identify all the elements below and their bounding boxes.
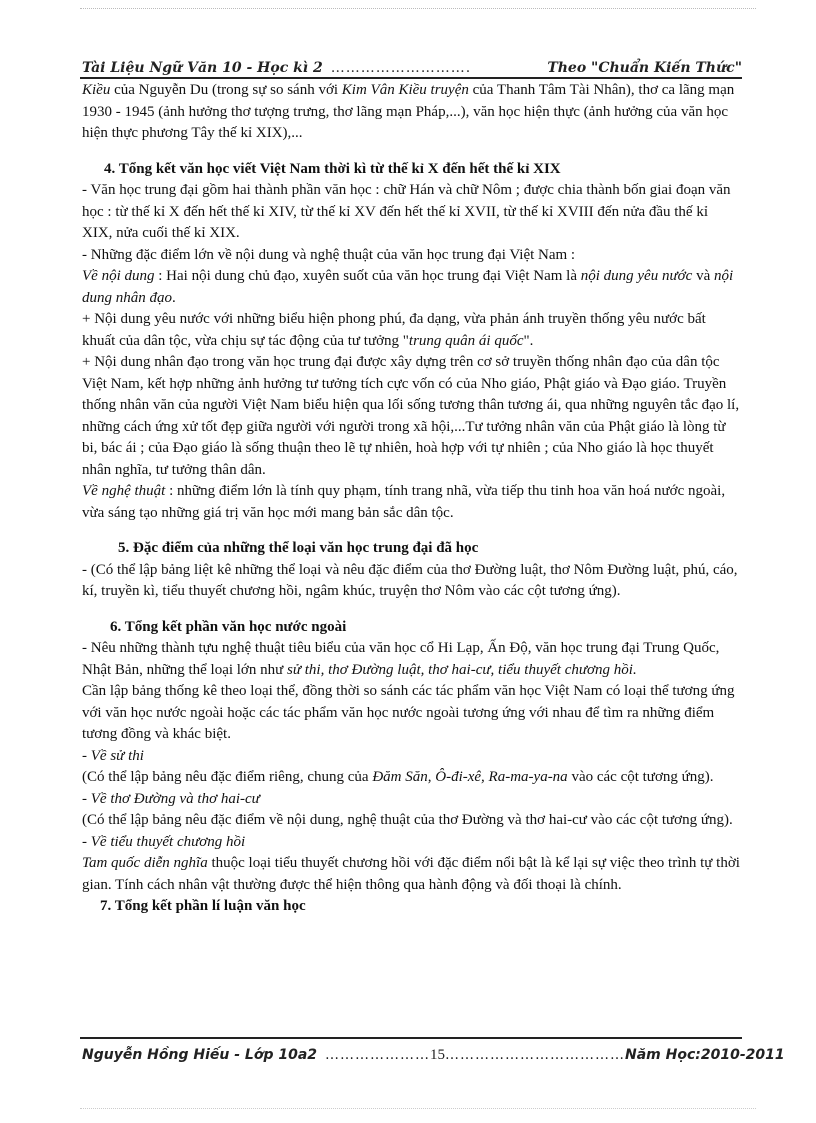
footer-dots-2: ……………………………… — [445, 1047, 626, 1063]
footer-dots-1: ………………… — [325, 1047, 431, 1063]
intro-text2: của Thanh Tâm Tài Nhân), thơ ca lãng mạn 1930 - 1945 (ảnh hưởng thơ tượng trưng, thơ lãng mạn Pháp,...), văn học hiện thực (ảnh hưởng của văn học hiện thực phương Tây thế kỉ XIX),... — [82, 82, 735, 141]
content-end: . — [172, 289, 176, 306]
sub3-italic: Tam quốc diễn nghĩa — [82, 855, 208, 871]
s6-p1-italic: sử thi, thơ Đường luật, thơ hai-cư, tiểu thuyết chương hồi. — [287, 661, 637, 678]
header-left-title: Tài Liệu Ngữ Văn 10 - Học kì 2 — [82, 60, 323, 76]
section6-sub1 — [82, 767, 742, 789]
section4-p4: + Nội dung nhân đạo trong văn học trung đại được xây dựng trên cơ sở truyền thống nhân đạo của dân tộc Việt Nam, kết hợp những ảnh hưởng tư tưởng tích cực vốn có của Nho giáo, Phật giáo và Đạo giáo. Truyền thống nhân văn của người Việt Nam biểu hiện qua lối sống tương thân tương ái, qua những nguyên tắc đạo lí, những cách ứng xử tốt đẹp giữa người với người trong xã hội,...Tư tưởng nhân văn của Phật giáo là lòng từ bi, bác ái ; của Đạo giáo là sống thuận theo lẽ tự nhiên, hoà hợp với tự nhiên ; của Nho giáo là học thuyết nhân nghĩa, tư tưởng thân dân. — [82, 354, 740, 478]
section6-sub3-label: - Về tiểu thuyết chương hồi — [82, 833, 246, 850]
section4-p3 — [82, 309, 742, 352]
section6-p2: Cần lập bảng thống kê theo loại thể, đồng thời so sánh các tác phẩm văn học Việt Nam có loại thể tương ứng với văn học nước ngoài hoặc các tác phẩm văn học nước ngoài tương ứng với nhau để tìm ra những điểm tương đồng và khác biệt. — [82, 683, 735, 742]
section5-p1: - (Có thể lập bảng liệt kê những thể loại và nêu đặc điểm của thơ Đường luật, thơ Nôm Đường luật, phú, cáo, kí, truyền kì, tiểu thuyết chương hồi, ngâm khúc, truyện thơ Nôm vào các cột tương ứng). — [82, 561, 738, 599]
content-label: Về nội dung — [82, 268, 155, 284]
sub1-text1: (Có thể lập bảng nêu đặc điểm riêng, chung của — [82, 769, 373, 785]
section4-art — [82, 481, 742, 524]
intro-italic-start: Kiều — [82, 82, 111, 98]
page-number: 15 — [430, 1046, 446, 1063]
content-and: và — [692, 268, 714, 284]
section5-heading: 5. Đặc điểm của những thể loại văn học trung đại đã học — [118, 540, 479, 556]
section6-sub2-label: - Về thơ Đường và thơ hai-cư — [82, 790, 260, 807]
art-label: Về nghệ thuật — [82, 483, 166, 499]
document-body — [82, 80, 742, 918]
sub1-italic: Đăm Săn, Ô-đi-xê, Ra-ma-ya-na — [372, 769, 568, 785]
p3-end: ". — [523, 332, 534, 349]
section6-sub2: (Có thể lập bảng nêu đặc điểm về nội dung, nghệ thuật của thơ Đường và thơ hai-cư vào các cột tương ứng). — [82, 812, 733, 828]
page-border-top — [80, 8, 756, 10]
section4-p1: - Văn học trung đại gồm hai thành phần văn học : chữ Hán và chữ Nôm ; được chia thành bốn giai đoạn văn học : từ thế kỉ X đến hết thế kỉ XIV, từ thế kỉ XV đến hết thế kỉ XVII, từ thế kỉ XVIII đến nửa đầu thế kỉ XIX, nửa cuối thế kỉ XIX. — [82, 182, 731, 241]
section4-p2: - Những đặc điểm lớn về nội dung và nghệ thuật của văn học trung đại Việt Nam : — [82, 246, 576, 263]
p3-italic: trung quân ái quốc — [408, 332, 524, 349]
section6-sub1-label: - Về sử thi — [82, 747, 144, 764]
footer-rule — [80, 1037, 742, 1039]
content-text: : Hai nội dung chủ đạo, xuyên suốt của văn học trung đại Việt Nam là — [154, 268, 581, 284]
intro-italic-work: Kim Vân Kiều truyện — [341, 82, 469, 98]
intro-paragraph — [82, 80, 742, 145]
running-header — [82, 50, 742, 76]
header-dots: ………………………. — [330, 60, 472, 76]
running-footer — [82, 1042, 785, 1068]
section4-heading: 4. Tổng kết văn học viết Việt Nam thời kì từ thế kỉ X đến hết thế kỉ XIX — [104, 160, 561, 177]
section4-content — [82, 266, 742, 309]
footer-author: Nguyễn Hồng Hiếu - Lớp 10a2 — [82, 1047, 318, 1063]
header-right-title: Theo "Chuẩn Kiến Thức" — [547, 60, 742, 76]
section6-sub3 — [82, 853, 742, 896]
p3-text: + Nội dung yêu nước với những biểu hiện phong phú, đa dạng, vừa phản ánh truyền thống yêu nước bất khuất của dân tộc, vừa chịu sự tác động của tư tưởng " — [82, 311, 706, 349]
page-border-bottom — [80, 1108, 756, 1110]
s6-p1-text: - Nêu những thành tựu nghệ thuật tiêu biểu của văn học cổ Hi Lạp, Ấn Độ, văn học trung đại Trung Quốc, Nhật Bản, những thể loại lớn như — [82, 640, 720, 678]
sub1-text2: vào các cột tương ứng). — [567, 769, 714, 785]
art-text: : những điểm lớn là tính quy phạm, tính trang nhã, vừa tiếp thu tinh hoa văn hoá nước ngoài, vừa sáng tạo những giá trị văn học mới mang bản sắc dân tộc. — [82, 483, 726, 521]
section6-p1 — [82, 638, 742, 681]
intro-text1: của Nguyễn Du (trong sự so sánh với — [110, 82, 342, 98]
header-rule — [80, 77, 742, 79]
section6-heading: 6. Tổng kết phần văn học nước ngoài — [110, 618, 347, 635]
sub3-text: thuộc loại tiểu thuyết chương hồi với đặc điểm nổi bật là kể lại sự việc theo trình tự thời gian. Tính cách nhân vật thường được thể hiện thông qua hành động và đối thoại là chính. — [82, 855, 740, 893]
content-italic-1: nội dung yêu nước — [580, 268, 693, 284]
content-italic-2: nội dung nhân đạo — [82, 268, 734, 306]
footer-school-year: Năm Học:2010-2011 — [625, 1047, 785, 1063]
section7-heading: 7. Tổng kết phần lí luận văn học — [100, 898, 306, 914]
